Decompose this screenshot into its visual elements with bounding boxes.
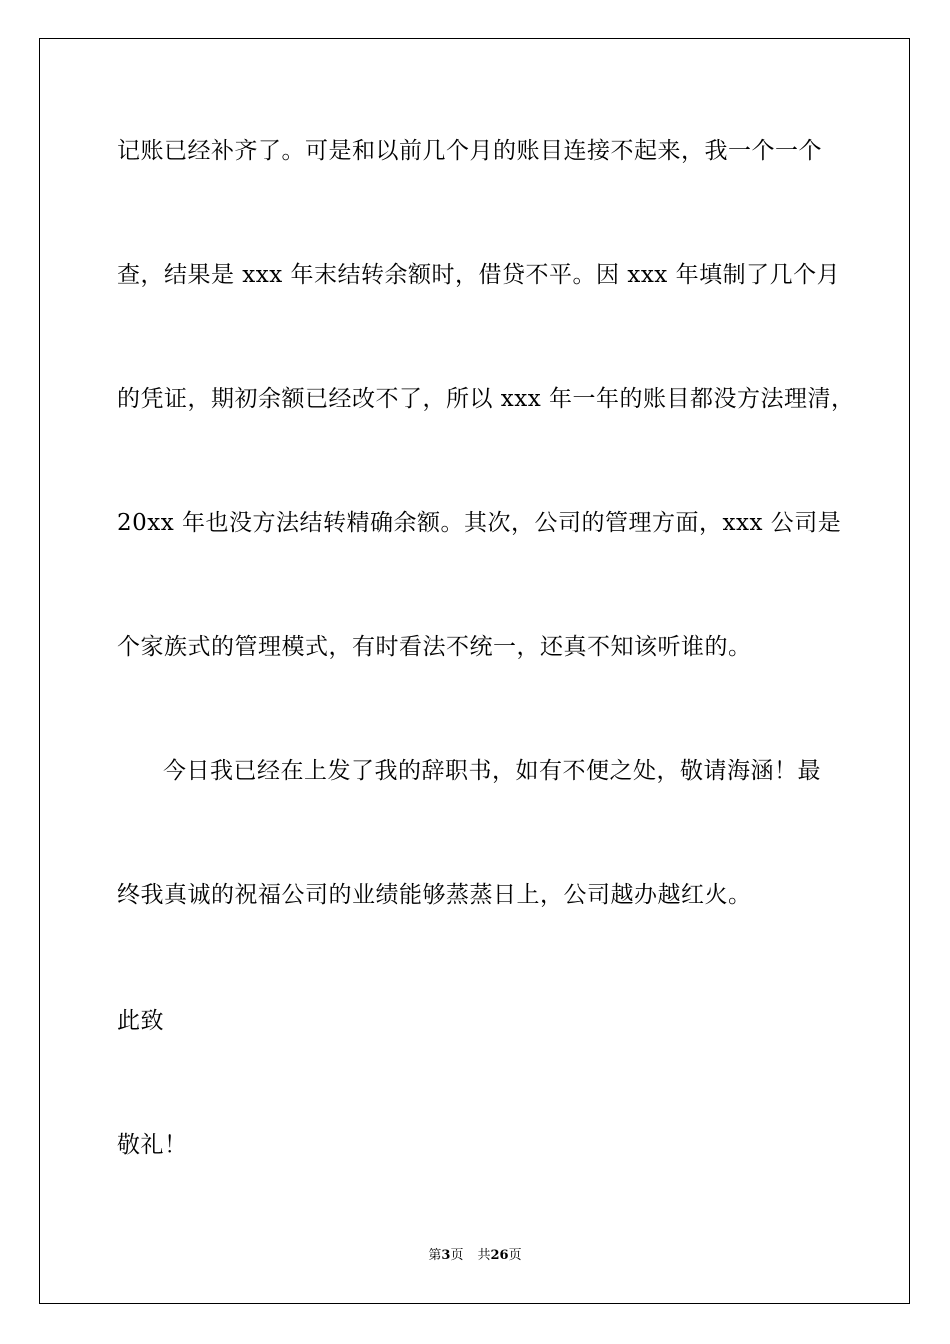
body-line-7: 终我真诚的祝福公司的业绩能够蒸蒸日上，公司越办越红火。	[117, 882, 752, 908]
footer-page-total: 26	[490, 1248, 509, 1263]
page-border	[39, 38, 910, 1304]
body-line-5: 个家族式的管理模式，有时看法不统一，还真不知该听谁的。	[117, 634, 752, 660]
body-line-3: 的凭证，期初余额已经改不了，所以 xxx 年一年的账目都没方法理清，	[117, 386, 855, 412]
footer-page-suffix: 页	[450, 1248, 464, 1263]
footer-total-suffix: 页	[508, 1248, 522, 1263]
footer-total-prefix: 共	[477, 1248, 491, 1263]
page-footer	[0, 1247, 950, 1265]
closing-regards: 敬礼！	[117, 1132, 188, 1158]
closing-salutation: 此致	[117, 1008, 164, 1034]
footer-page-current: 3	[441, 1248, 451, 1263]
footer-page-prefix: 第	[428, 1248, 442, 1263]
body-line-4: 20xx 年也没方法结转精确余额。其次，公司的管理方面，xxx 公司是	[117, 510, 842, 536]
body-line-1: 记账已经补齐了。可是和以前几个月的账目连接不起来，我一个一个	[117, 138, 822, 164]
body-line-2: 查，结果是 xxx 年末结转余额时，借贷不平。因 xxx 年填制了几个月	[117, 262, 841, 288]
body-line-6: 今日我已经在上发了我的辞职书，如有不便之处，敬请海涵！最	[163, 758, 821, 784]
